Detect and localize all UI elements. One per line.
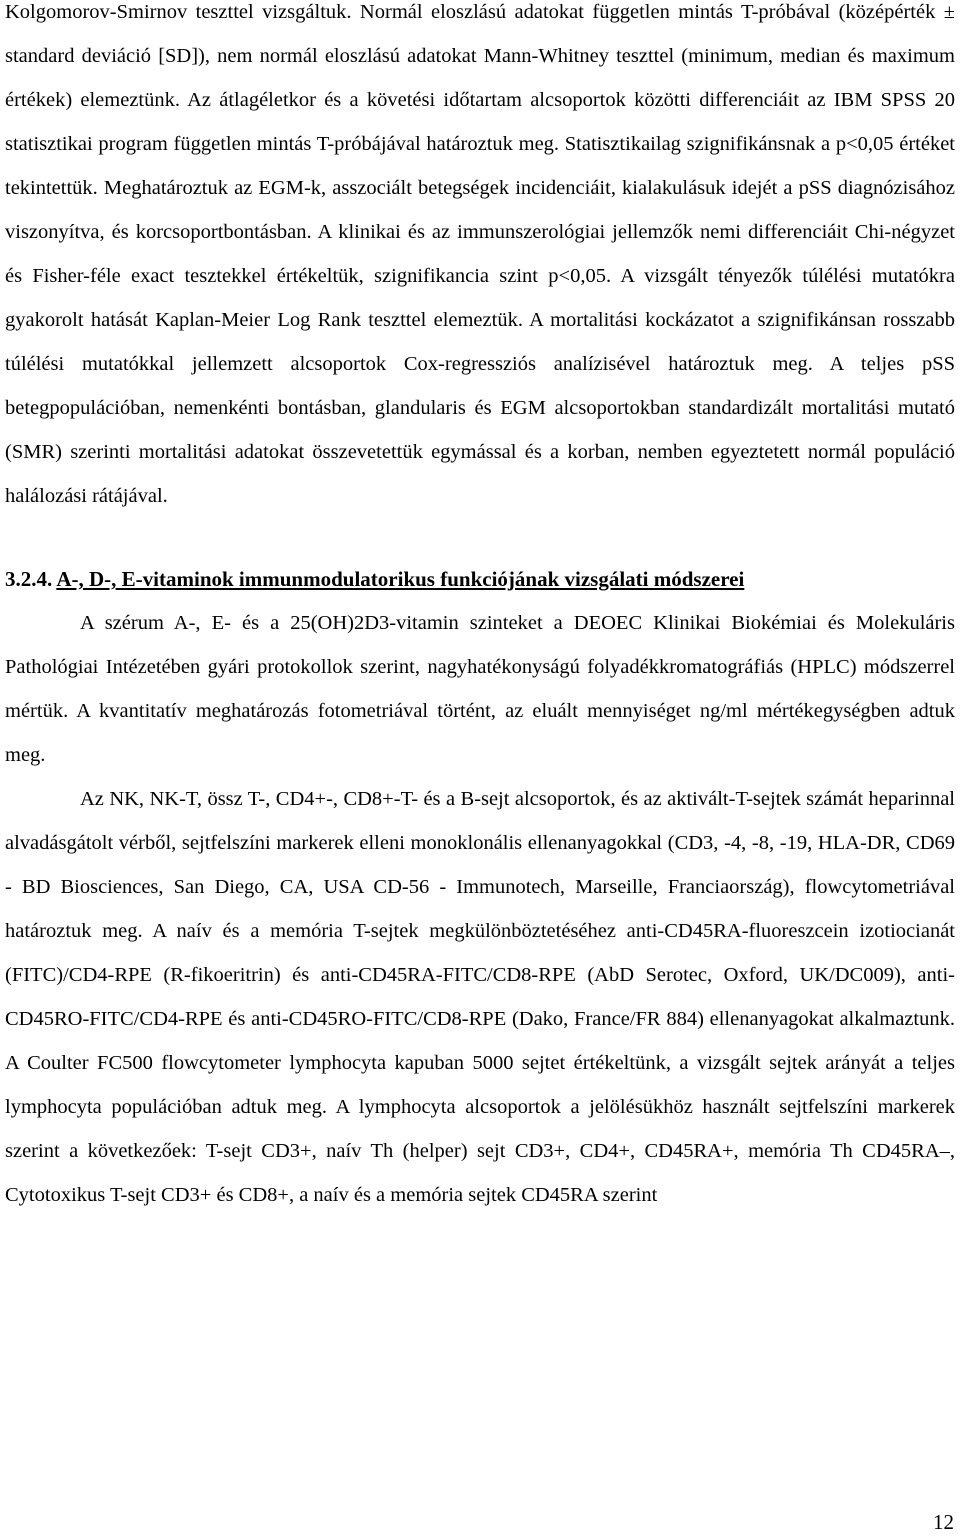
lymphocyte-subsets-paragraph: Az NK, NK-T, össz T-, CD4+-, CD8+-T- és a B-sejt alcsoportok, és az aktivált-T-sejtek számát heparinnal alvadásgátolt vérből, sejtfelszíni markerek elleni monoklonális ellenanyagokkal (CD3, -4, -8, -19, HLA-DR, CD69 - BD Biosciences, San Diego, CA, USA CD-56 - Immunotech, Marseille, Franciaország), flowcytometriával határoztuk meg. A naív és a memória T-sejtek megkülönböztetéséhez anti-CD45RA-fluoreszcein izotiocianát (FITC)/CD4-RPE (R-fikoeritrin) és anti-CD45RA-FITC/CD8-RPE (AbD Serotec, Oxford, UK/DC009), anti-CD45RO-FITC/CD4-RPE és anti-CD45RO-FITC/CD8-RPE (Dako, France/FR 884) ellenanyagokat alkalmaztunk. A Coulter FC500 flowcytometer lymphocyta kapuban 5000 sejtet értékeltünk, a vizsgált sejtek arányát a teljes lymphocyta populációban adtuk meg. A lymphocyta alcsoportok a jelölésükhöz használt sejtfelszíni markerek szerint a következőek: T-sejt CD3+, naív Th (helper) sejt CD3+, CD4+, CD45RA+, memória Th CD45RA–, Cytotoxikus T-sejt CD3+ és CD8+, a naív és a memória sejtek CD45RA szerint	[5, 788, 955, 1206]
vitamin-measurement-paragraph: A szérum A-, E- és a 25(OH)2D3-vitamin szinteket a DEOEC Klinikai Biokémiai és Molekuláris Pathológiai Intézetében gyári protokollok szerint, nagyhatékonyságú folyadékkromatográfiás (HPLC) módszerrel mértük. A kvantitatív meghatározás fotometriával történt, az eluált mennyiséget ng/ml mértékegységben adtuk meg.	[5, 612, 955, 766]
section-number: 3.2.4.	[5, 567, 53, 591]
page-number: 12	[933, 1510, 954, 1534]
section-heading	[5, 557, 955, 601]
statistics-paragraph: Kolgomorov-Smirnov teszttel vizsgáltuk. Normál eloszlású adatokat független mintás T-próbával (középérték ± standard deviáció [SD]), nem normál eloszlású adatokat Mann-Whitney teszttel (minimum, median és maximum értékek) elemeztünk. Az átlagéletkor és a követési időtartam alcsoportok közötti differenciáit az IBM SPSS 20 statisztikai program független mintás T-próbájával határoztuk meg. Statisztikailag szignifikánsnak a p<0,05 értéket tekintettük. Meghatároztuk az EGM-k, asszociált betegségek incidenciáit, kialakulásuk idejét a pSS diagnózisához viszonyítva, és korcsoportbontásban. A klinikai és az immunszerológiai jellemzők nemi differenciáit Chi-négyzet és Fisher-féle exact tesztekkel értékeltük, szignifikancia szint p<0,05. A vizsgált tényezők túlélési mutatókra gyakorolt hatását Kaplan-Meier Log Rank teszttel elemeztük. A mortalitási kockázatot a szignifikánsan rosszabb túlélési mutatókkal jellemzett alcsoportok Cox-regressziós analízisével határoztuk meg. A teljes pSS betegpopulációban, nemenkénti bontásban, glandularis és EGM alcsoportokban standardizált mortalitási mutató (SMR) szerinti mortalitási adatokat összevetettük egymással és a korban, nemben egyeztetett normál populáció halálozási rátájával.	[5, 1, 955, 507]
section-title: A-, D-, E-vitaminok immunmodulatorikus funkciójának vizsgálati módszerei	[56, 567, 745, 591]
